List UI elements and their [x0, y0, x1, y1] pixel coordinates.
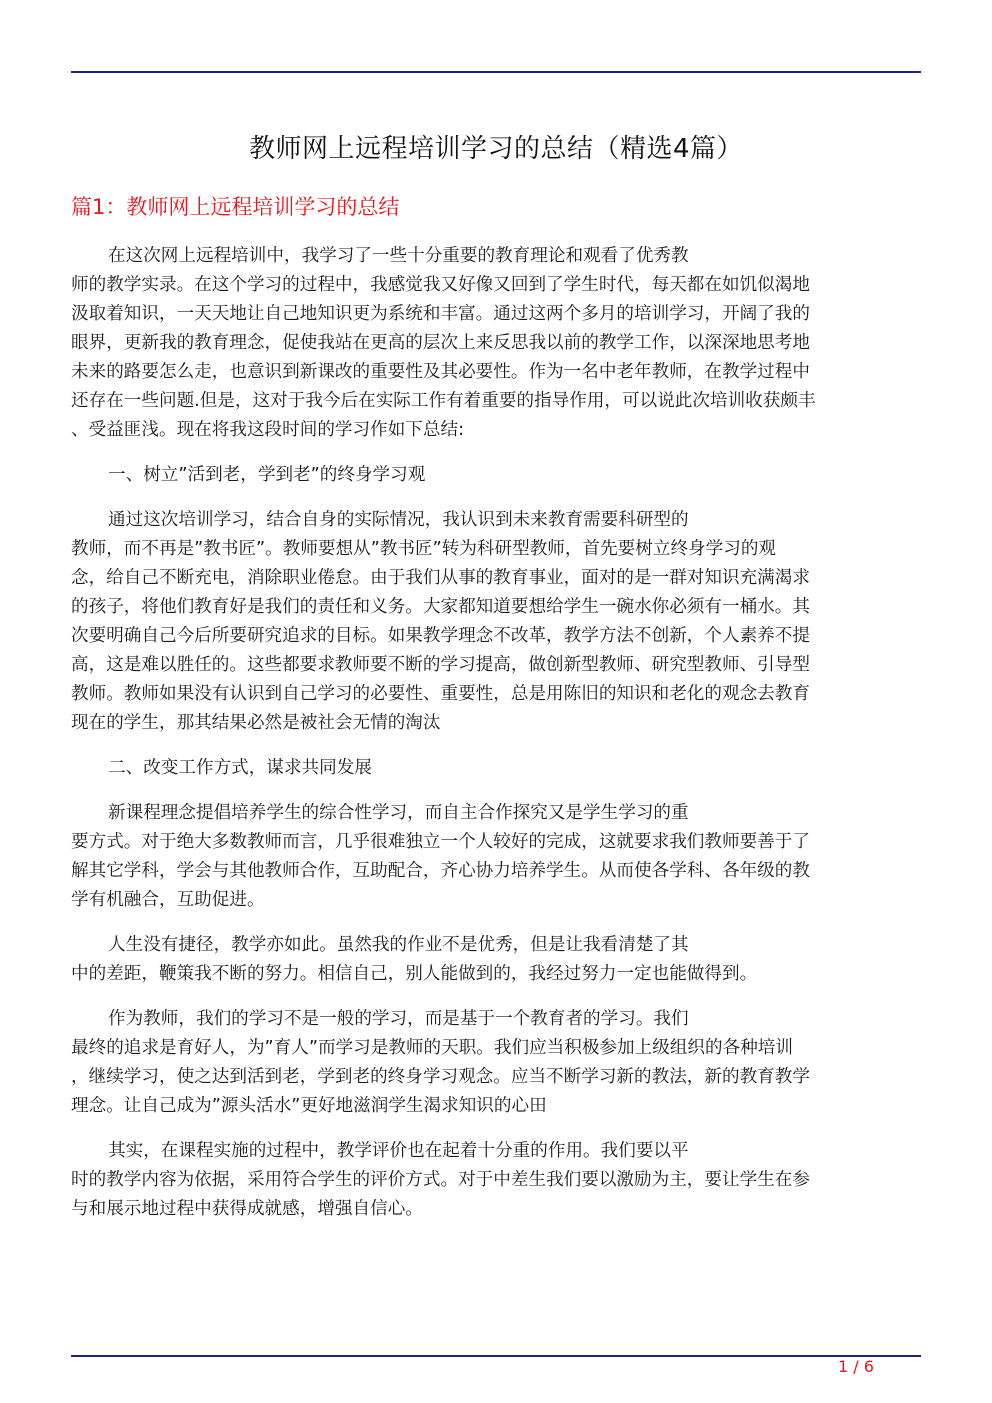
text-line: 中的差距，鞭策我不断的努力。相信自己，别人能做到的，我经过努力一定也能做得到。 [71, 964, 758, 984]
subheading-line: 一、树立”活到老，学到老”的终身学习观 [108, 465, 426, 485]
paragraph [71, 1005, 921, 1121]
text-line: 教师，而不再是”教书匠”。教师要想从”教书匠”转为科研型教师，首先要树立终身学习的观 [71, 539, 777, 559]
document-title: 教师网上远程培训学习的总结（精选4篇） [248, 134, 744, 164]
paragraph [71, 242, 921, 445]
text-line: 念，给自己不断充电，消除职业倦怠。由于我们从事的教育事业，面对的是一群对知识充满渴求 [71, 568, 810, 588]
text-line: 还存在一些问题.但是，这对于我今后在实际工作有着重要的指导作用，可以说此次培训收获颇丰 [71, 391, 816, 411]
paragraph [71, 506, 921, 738]
page-number: 1 / 6 [838, 1357, 874, 1376]
text-line: 的孩子，将他们教育好是我们的责任和义务。大家都知道要想给学生一碗水你必须有一桶水。其 [71, 597, 810, 617]
text-line: 在这次网上远程培训中，我学习了一些十分重要的教育理论和观看了优秀教 [108, 246, 689, 266]
paragraph [71, 799, 921, 915]
text-line: 高，这是难以胜任的。这些都要求教师要不断的学习提高，做创新型教师、研究型教师、引导型 [71, 655, 810, 675]
text-line: 作为教师，我们的学习不是一般的学习，而是基于一个教育者的学习。我们 [108, 1009, 689, 1029]
text-line: 与和展示地过程中获得成就感，增强自信心。 [71, 1199, 423, 1219]
text-line: 解其它学科，学会与其他教师合作，互助配合，齐心协力培养学生。从而使各学科、各年级的教 [71, 861, 810, 881]
document-body [71, 242, 921, 1240]
text-line: 要方式。对于绝大多数教师而言，几乎很难独立一个人较好的完成，这就要求我们教师要善于了 [71, 832, 810, 852]
subheading-line: 二、改变工作方式，谋求共同发展 [108, 758, 372, 778]
text-line: 通过这次培训学习，结合自身的实际情况，我认识到未来教育需要科研型的 [108, 510, 689, 530]
text-line: 未来的路要怎么走，也意识到新课改的重要性及其必要性。作为一名中老年教师，在教学过程中 [71, 362, 810, 382]
text-line: 其实，在课程实施的过程中，教学评价也在起着十分重的作用。我们要以平 [108, 1141, 689, 1161]
text-line: 学有机融合，互助促进。 [71, 890, 265, 910]
text-line: 人生没有捷径，教学亦如此。虽然我的作业不是优秀，但是让我看清楚了其 [108, 935, 689, 955]
header-rule [71, 71, 921, 73]
footer-rule [71, 1355, 921, 1357]
text-line: 、受益匪浅。现在将我这段时间的学习作如下总结: [71, 420, 464, 440]
text-line: 现在的学生，那其结果必然是被社会无情的淘汰 [71, 713, 441, 733]
subheading-paragraph [71, 754, 921, 783]
text-line: 理念。让自己成为”源头活水”更好地滋润学生渴求知识的心田 [71, 1096, 547, 1116]
subheading-paragraph [71, 461, 921, 490]
text-line: 汲取着知识，一天天地让自己地知识更为系统和丰富。通过这两个多月的培训学习，开阔了我的 [71, 304, 810, 324]
text-line: 最终的追求是育好人，为”育人”而学习是教师的天职。我们应当积极参加上级组织的各种培训 [71, 1038, 793, 1058]
text-line: 教师。教师如果没有认识到自己学习的必要性、重要性，总是用陈旧的知识和老化的观念去教育 [71, 684, 810, 704]
text-line: 时的教学内容为依据，采用符合学生的评价方式。对于中差生我们要以激励为主，要让学生在参 [71, 1170, 810, 1190]
paragraph [71, 931, 921, 989]
text-line: ，继续学习，使之达到活到老，学到老的终身学习观念。应当不断学习新的教法，新的教育教学 [71, 1067, 810, 1087]
text-line: 师的教学实录。在这个学习的过程中，我感觉我又好像又回到了学生时代，每天都在如饥似渴地 [71, 275, 810, 295]
text-line: 次要明确自己今后所要研究追求的目标。如果教学理念不改革，教学方法不创新，个人素养不提 [71, 626, 810, 646]
text-line: 新课程理念提倡培养学生的综合性学习，而自主合作探究又是学生学习的重 [108, 803, 689, 823]
text-line: 眼界，更新我的教育理念，促使我站在更高的层次上来反思我以前的教学工作，以深深地思考地 [71, 333, 810, 353]
section-heading: 篇1：教师网上远程培训学习的总结 [71, 195, 400, 219]
paragraph [71, 1137, 921, 1224]
